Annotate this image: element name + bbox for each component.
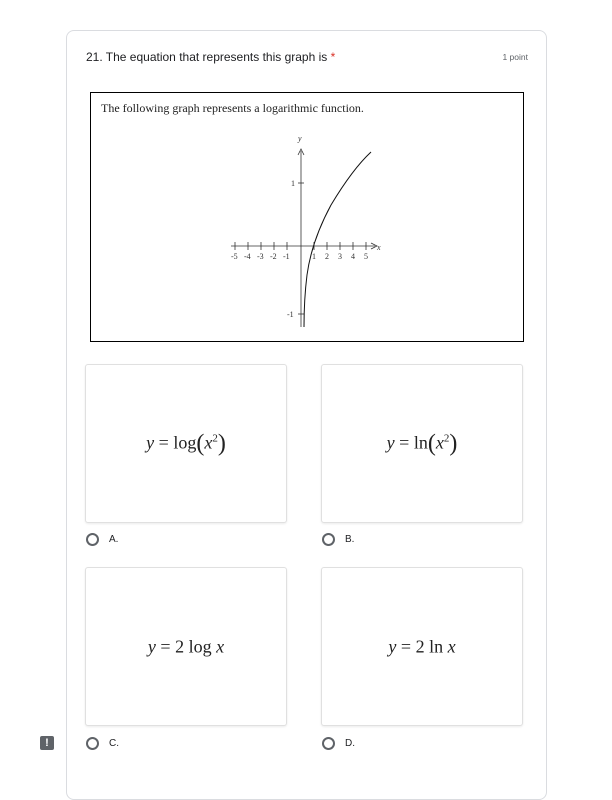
question-title <box>86 50 335 64</box>
question-points: 1 point <box>502 52 528 62</box>
x-tick-label: -3 <box>257 252 264 261</box>
x-axis-label: x <box>377 243 381 252</box>
x-tick-label: -4 <box>244 252 251 261</box>
x-tick-label: -5 <box>231 252 238 261</box>
y-tick-label: -1 <box>287 310 294 319</box>
x-tick-label: -2 <box>270 252 277 261</box>
option-d-formula: y = 2 ln x <box>388 636 456 656</box>
x-tick-label: 5 <box>364 252 368 261</box>
graph-caption: The following graph represents a logarithmic function. <box>101 101 364 115</box>
x-tick-label: 1 <box>312 252 316 261</box>
option-b-formula: $y = \ln(x^2)$ <box>386 430 458 456</box>
option-b[interactable] <box>322 531 354 547</box>
option-a-formula: $y = \log(x^2)$ <box>146 430 226 456</box>
option-c-radio[interactable] <box>86 737 99 750</box>
option-d-image[interactable] <box>321 567 523 726</box>
option-a-radio[interactable] <box>86 533 99 546</box>
option-c-label: C. <box>109 737 119 749</box>
option-b-label: B. <box>345 533 355 545</box>
x-tick-label: 2 <box>325 252 329 261</box>
x-tick-label: 3 <box>338 252 342 261</box>
option-a[interactable] <box>86 531 118 547</box>
log-graph <box>91 93 525 343</box>
log-curve <box>304 152 371 327</box>
option-a-image[interactable] <box>85 364 287 523</box>
option-d[interactable] <box>322 735 355 751</box>
y-axis-label: y <box>298 134 302 143</box>
x-tick-label: -1 <box>283 252 290 261</box>
y-tick-label: 1 <box>291 179 295 188</box>
option-d-radio[interactable] <box>322 737 335 750</box>
option-c[interactable] <box>86 735 119 751</box>
question-image <box>90 92 524 342</box>
x-tick-label: 4 <box>351 252 355 261</box>
option-c-image[interactable] <box>85 567 287 726</box>
question-text: 21. The equation that represents this graph is <box>86 50 328 64</box>
option-c-formula: y = 2 log x <box>147 636 225 656</box>
option-d-label: D. <box>345 737 355 749</box>
required-asterisk: * <box>330 50 336 64</box>
option-a-label: A. <box>109 533 119 545</box>
option-b-image[interactable] <box>321 364 523 523</box>
report-problem-icon[interactable]: ! <box>40 736 54 750</box>
option-b-radio[interactable] <box>322 533 335 546</box>
